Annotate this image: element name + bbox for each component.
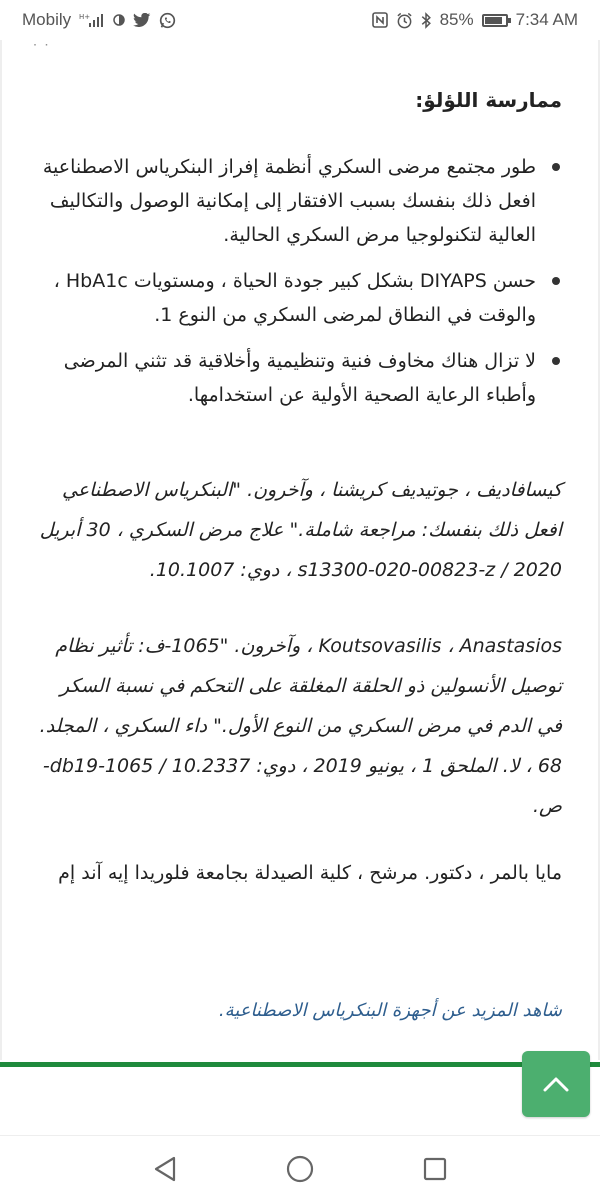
status-right bbox=[372, 10, 578, 30]
list-item: لا تزال هناك مخاوف فنية وتنظيمية وأخلاقية قد تثني المرضى وأطباء الرعاية الصحية الأولية عن استخدامها. bbox=[36, 344, 536, 412]
twitter-icon bbox=[133, 13, 151, 28]
recents-button[interactable] bbox=[415, 1149, 455, 1189]
carrier-name: Mobily bbox=[22, 10, 72, 29]
footer-divider bbox=[0, 1062, 600, 1067]
list-item: حسن DIYAPS بشكل كبير جودة الحياة ، ومستويات HbA1c ، والوقت في النطاق لمرضى السكري من النوع 1. bbox=[36, 264, 536, 332]
status-left bbox=[22, 10, 176, 30]
battery-percent: 85% bbox=[439, 10, 474, 29]
alarm-icon bbox=[396, 12, 413, 29]
scroll-to-top-button[interactable] bbox=[522, 1051, 590, 1117]
whatsapp-icon bbox=[159, 12, 176, 29]
home-button[interactable] bbox=[280, 1149, 320, 1189]
ellipsis-icon: ˙ ˙ bbox=[31, 43, 50, 59]
svg-text:H+: H+ bbox=[79, 13, 91, 21]
battery-icon bbox=[482, 14, 508, 27]
nfc-icon bbox=[372, 12, 388, 28]
author-credit: مايا بالمر ، دكتور. مرشح ، كلية الصيدلة بجامعة فلوريدا إيه آند إم bbox=[58, 862, 562, 884]
clock: 7:34 AM bbox=[515, 10, 578, 29]
signal-icon bbox=[79, 12, 105, 28]
home-circle-icon bbox=[285, 1154, 315, 1184]
article-card bbox=[0, 40, 600, 1060]
navigation-bar bbox=[0, 1135, 600, 1201]
pearls-list bbox=[36, 150, 562, 412]
recents-square-icon bbox=[422, 1156, 448, 1182]
reference-1: كيسافاديف ، جوتيديف كريشنا ، وآخرون. "البنكرياس الاصطناعي افعل ذلك بنفسك: مراجعة شاملة." علاج مرض السكري ، 30 أبريل 2020 / s13300-020-00823-z ، دوي: 10.1007. bbox=[39, 479, 562, 581]
list-item: طور مجتمع مرضى السكري أنظمة إفراز البنكرياس الاصطناعية افعل ذلك بنفسك بسبب الافتقار إلى إمكانية الوصول والتكاليف العالية لتكنولوجيا مرض السكري الحالية. bbox=[36, 150, 536, 252]
chevron-up-icon bbox=[541, 1074, 571, 1094]
status-bar bbox=[0, 0, 600, 40]
section-heading: ممارسة اللؤلؤ: bbox=[415, 88, 562, 112]
article-body bbox=[36, 80, 562, 1021]
half-circle-icon bbox=[113, 14, 125, 26]
back-button[interactable] bbox=[145, 1149, 185, 1189]
reference-2: Koutsovasilis ، Anastasios ، وآخرون. "1065-ف: تأثير نظام توصيل الأنسولين ذو الحلقة المغلقة على التحكم في نسبة السكر في الدم في مرض السكري من النوع الأول." داء السكري ، المجلد. 68 ، لا. الملحق 1 ، يونيو 2019 ، دوي: 10.2337 / db19-1065-ص. bbox=[39, 635, 562, 817]
bluetooth-icon bbox=[421, 12, 432, 29]
see-more-link[interactable]: شاهد المزيد عن أجهزة البنكرياس الاصطناعية. bbox=[218, 1000, 562, 1021]
back-triangle-icon bbox=[152, 1155, 178, 1183]
